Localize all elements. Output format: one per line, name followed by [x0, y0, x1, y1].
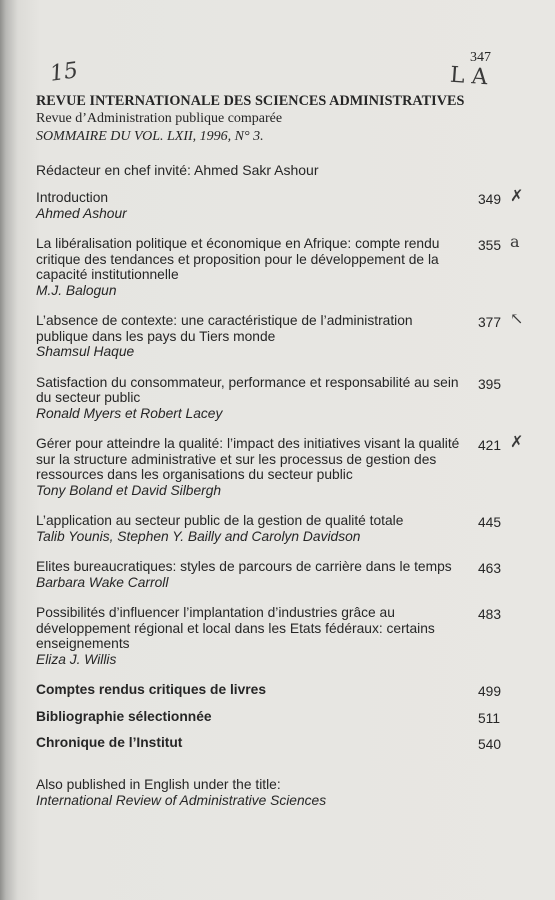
toc-entry-elites: [36, 559, 506, 590]
section-page-number: 499: [478, 684, 502, 699]
toc-entry-introduction: [36, 186, 524, 221]
toc-section-bibliographie: [36, 709, 506, 725]
journal-title: REVUE INTERNATIONALE DES SCIENCES ADMINISTRATIVES: [36, 93, 465, 109]
entry-page-number: 349: [478, 192, 502, 207]
handwritten-mark-top-left: 15: [48, 58, 80, 87]
entry-title: L’absence de contexte: une caractéristique de l’administration publique dans les pays du Tiers monde: [36, 313, 413, 344]
handwritten-mark-top-right: L A: [449, 62, 489, 91]
entry-author: Ahmed Ashour: [36, 205, 127, 221]
entry-author: Tony Boland et David Silbergh: [36, 482, 222, 498]
section-page-number: 540: [478, 737, 502, 752]
journal-subtitle: Revue d’Administration publique comparée: [36, 111, 283, 126]
section-page-number: 511: [478, 710, 500, 726]
entry-title: Elites bureaucratiques: styles de parcours de carrière dans le temps: [36, 559, 452, 574]
entry-page-number: 395: [478, 376, 502, 392]
publication-note: [36, 777, 326, 809]
section-title: Chronique de l’Institut: [36, 735, 183, 750]
entry-title: Gérer pour atteindre la qualité: l’impact des initiatives visant la qualité sur la structure administrative et sur les processus de gestion des ressources dans les organisations du secteur public: [36, 436, 460, 482]
entry-page-number: 445: [478, 515, 502, 530]
toc-entry-qualite-totale: [36, 513, 506, 544]
table-of-contents: [36, 186, 524, 762]
entry-author: Talib Younis, Stephen Y. Bailly and Carolyn Davidson: [36, 528, 361, 544]
handwritten-tick: ✗: [510, 186, 524, 205]
entry-author: M.J. Balogun: [36, 282, 117, 298]
toc-entry-gerer-qualite: [36, 432, 524, 498]
toc-section-chronique: [36, 735, 506, 751]
entry-title: La libéralisation politique et économique en Afrique: compte rendu critique des tendances et proposition pour le développement de la capacité institutionnelle: [36, 236, 440, 282]
handwritten-tick: a: [510, 232, 520, 251]
entry-page-number: 463: [478, 561, 502, 576]
volume-info: SOMMAIRE DU VOL. LXII, 1996, N° 3.: [36, 129, 264, 144]
toc-entry-liberalisation: [36, 232, 520, 298]
entry-title: L’application au secteur public de la gestion de qualité totale: [36, 513, 404, 528]
toc-entry-absence-contexte: [36, 309, 524, 360]
entry-page-number: 377: [478, 315, 502, 330]
entry-title: Introduction: [36, 190, 109, 205]
journal-header: [36, 92, 464, 146]
english-title: International Review of Administrative Sciences: [36, 793, 327, 808]
entry-author: Eliza J. Willis: [36, 651, 117, 667]
entry-author: Barbara Wake Carroll: [36, 574, 169, 590]
toc-entry-satisfaction: [36, 375, 506, 422]
entry-author: Ronald Myers et Robert Lacey: [36, 405, 223, 421]
toc-section-comptes-rendus: [36, 682, 506, 698]
publication-note-text: Also published in English under the title:: [36, 777, 281, 792]
page-number: 347: [470, 50, 491, 65]
entry-page-number: 483: [478, 607, 502, 622]
handwritten-tick: ✗: [510, 432, 524, 451]
entry-title: Satisfaction du consommateur, performance et responsabilité au sein du secteur public: [36, 374, 459, 405]
section-title: Comptes rendus critiques de livres: [36, 682, 267, 697]
entry-page-number: 421: [478, 438, 502, 453]
entry-title: Possibilités d’influencer l’implantation d’industries grâce au développement régional et local dans les Etats fédéraux: certains enseignements: [36, 605, 435, 651]
entry-page-number: 355: [478, 238, 502, 253]
handwritten-tick: ↖: [510, 309, 524, 328]
toc-entry-possibilites: [36, 605, 506, 667]
section-title: Bibliographie sélectionnée: [36, 708, 212, 724]
entry-author: Shamsul Haque: [36, 344, 135, 359]
guest-editor: Rédacteur en chef invité: Ahmed Sakr Ashour: [36, 162, 319, 178]
